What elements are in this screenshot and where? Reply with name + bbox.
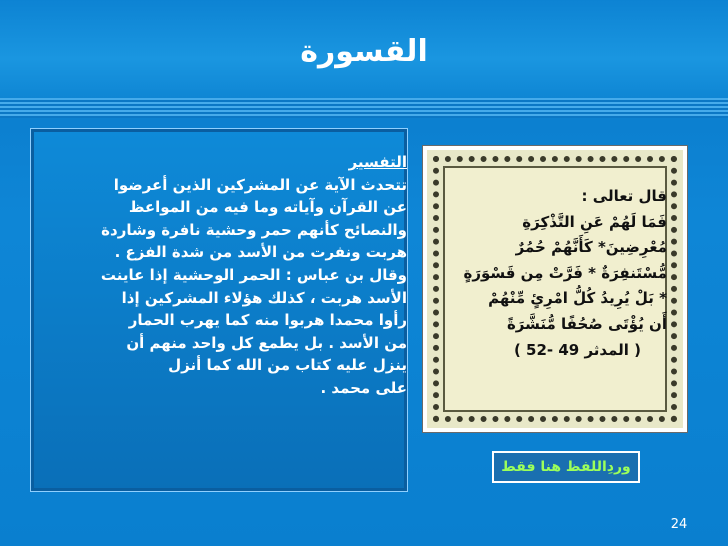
slide-title: القسورة — [300, 34, 428, 69]
verse-line: قال تعالى : — [581, 187, 667, 205]
verse-line: مُعْرِضِينَ* كَأَنَّهُمْ حُمُرٌ — [515, 238, 667, 257]
header-stripes — [0, 98, 728, 118]
tafsir-line: ينزل عليه كتاب من الله كما أنزل — [168, 356, 407, 375]
verse-frame — [423, 146, 687, 432]
verse-line: * بَلْ يُرِيدُ كُلُّ امْرِئٍ مِّنْهُمْ — [488, 289, 667, 308]
note-box: وردِاللفظ هنا فقط — [492, 451, 640, 483]
verse-line: فَمَا لَهُمْ عَنِ التَّذْكِرَةِ — [522, 212, 667, 231]
verse-line: مُّسْتَنفِرَةٌ * فَرَّتْ مِن قَسْوَرَةٍ — [463, 263, 667, 282]
tafsir-line: وقال بن عباس : الحمر الوحشية إذا عاينت — [100, 265, 407, 284]
tafsir-line: عن القرآن وآياته وما فيه من المواعظ — [128, 198, 407, 217]
tafsir-line: رأوا محمدا هربوا منه كما يهرب الحمار — [128, 311, 407, 330]
tafsir-line: والنصائح كأنهم حمر وحشية نافرة وشاردة — [101, 220, 407, 239]
tafsir-heading: التفسير — [348, 153, 407, 171]
tafsir-line: من الأسد . بل يطمع كل واحد منهم أن — [126, 333, 407, 352]
tafsir-panel — [30, 128, 408, 492]
tafsir-line: هربت ونفرت من الأسد من شدة الفزع . — [114, 243, 407, 262]
tafsir-line: الأسد هربت ، كذلك هؤلاء المشركين إذا — [121, 288, 407, 307]
tafsir-text — [37, 151, 407, 400]
verse-reference: ( المدثر 49 -52 ) — [513, 340, 641, 359]
verse-text — [445, 184, 667, 363]
verse-line: أَن يُؤْتَى صُحُفًا مُّنَشَّرَةً — [506, 314, 667, 333]
tafsir-line: تتحدث الآية عن المشركين الذين أعرضوا — [113, 175, 407, 194]
tafsir-line: على محمد . — [320, 378, 407, 397]
page-number: 24 — [670, 517, 688, 532]
